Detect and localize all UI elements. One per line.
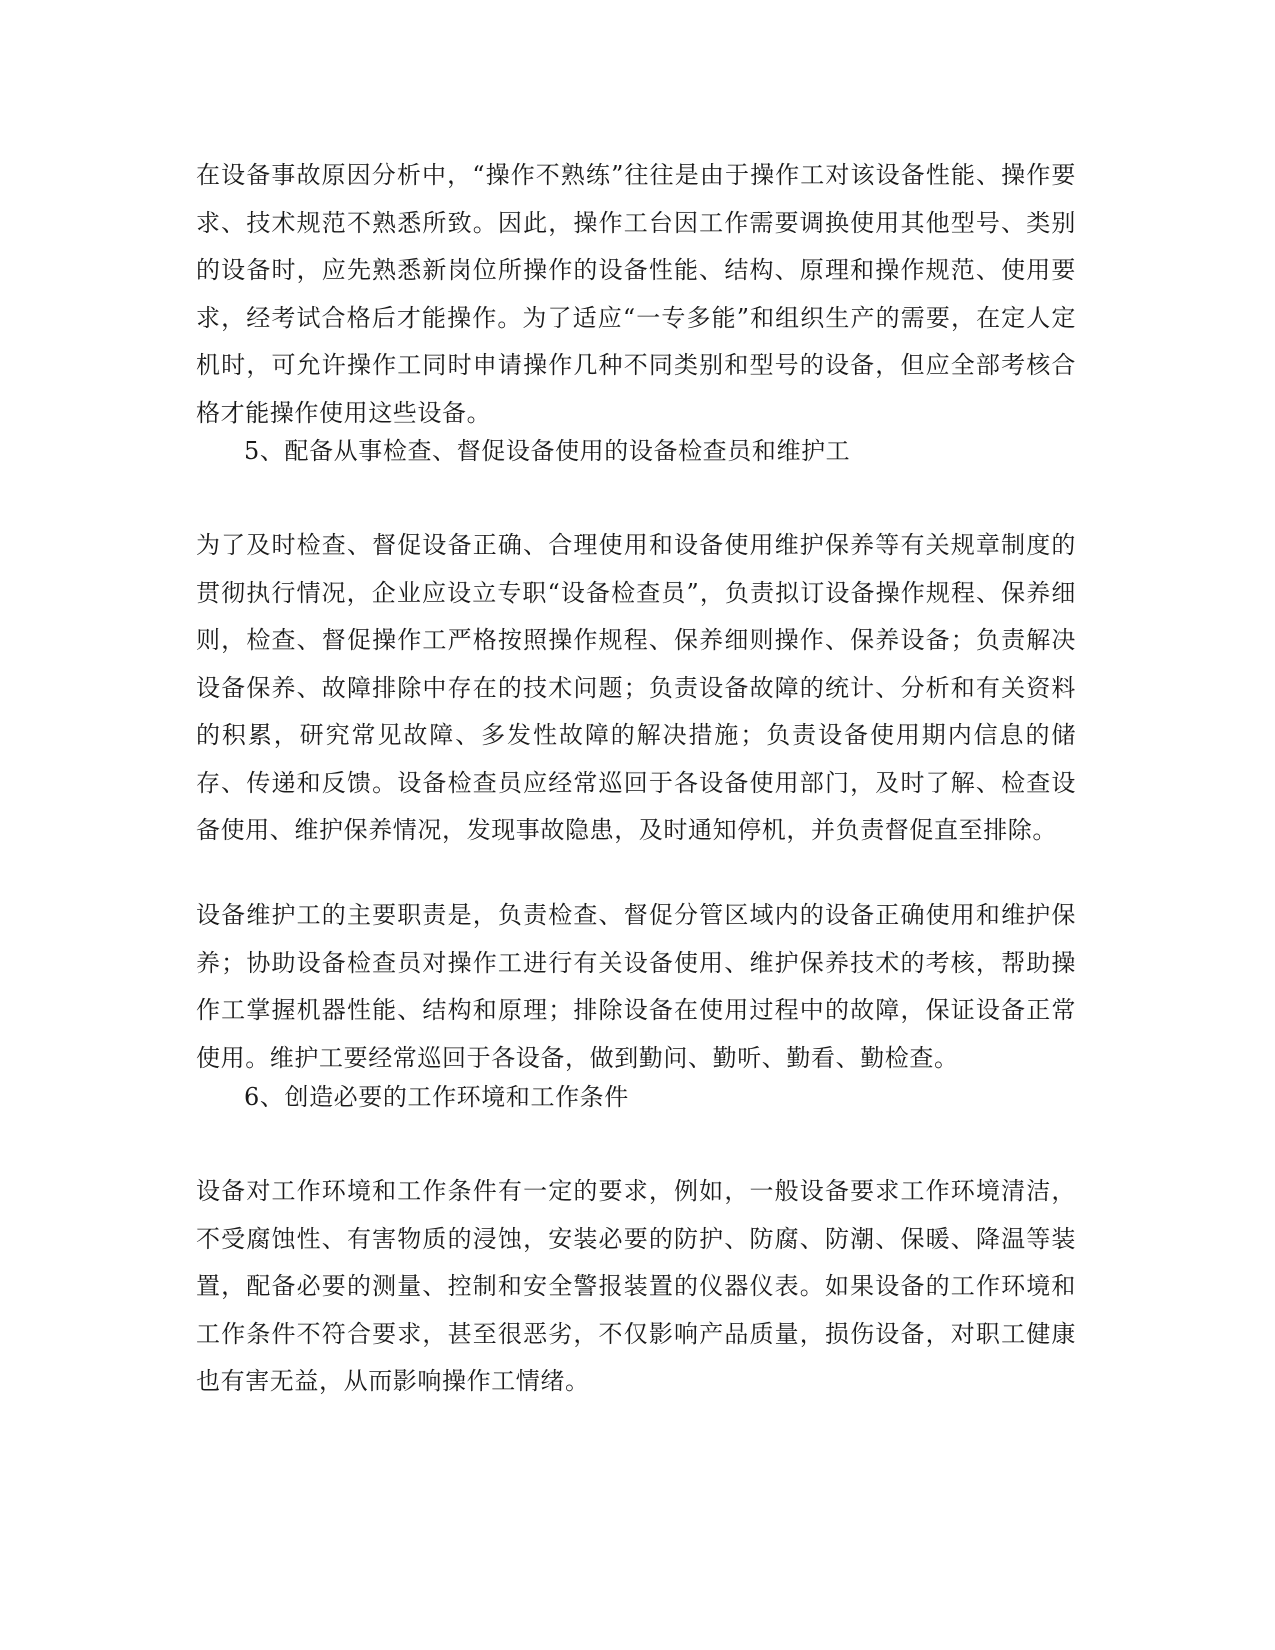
section-heading-6: 6、创造必要的工作环境和工作条件	[244, 1083, 629, 1111]
paragraph-maintenance-worker: 设备维护工的主要职责是，负责检查、督促分管区域内的设备正确使用和维护保养；协助设备检查员对操作工进行有关设备使用、维护保养技术的考核，帮助操作工掌握机器性能、结构和原理；排除设备在使用过程中的故障，保证设备正常使用。维护工要经常巡回于各设备，做到勤问、勤听、勤看、勤检查。	[196, 901, 1076, 1072]
paragraph-operation-proficiency: 在设备事故原因分析中，“操作不熟练”往往是由于操作工对该设备性能、操作要求、技术规范不熟悉所致。因此，操作工台因工作需要调换使用其他型号、类别的设备时，应先熟悉新岗位所操作的设备性能、结构、原理和操作规范、使用要求，经考试合格后才能操作。为了适应“一专多能”和组织生产的需要，在定人定机时，可允许操作工同时申请操作几种不同类别和型号的设备，但应全部考核合格才能操作使用这些设备。	[196, 161, 1076, 427]
paragraph-equipment-inspector: 为了及时检查、督促设备正确、合理使用和设备使用维护保养等有关规章制度的贯彻执行情况，企业应设立专职“设备检查员”，负责拟订设备操作规程、保养细则，检查、督促操作工严格按照操作规程、保养细则操作、保养设备；负责解决设备保养、故障排除中存在的技术问题；负责设备故障的统计、分析和有关资料的积累，研究常见故障、多发性故障的解决措施；负责设备使用期内信息的储存、传递和反馈。设备检查员应经常巡回于各设备使用部门，及时了解、检查设备使用、维护保养情况，发现事故隐患，及时通知停机，并负责督促直至排除。	[196, 531, 1076, 844]
section-heading-5: 5、配备从事检查、督促设备使用的设备检查员和维护工	[244, 437, 851, 465]
paragraph-work-environment: 设备对工作环境和工作条件有一定的要求，例如，一般设备要求工作环境清洁，不受腐蚀性、有害物质的浸蚀，安装必要的防护、防腐、防潮、保暖、降温等装置，配备必要的测量、控制和安全警报装置的仪器仪表。如果设备的工作环境和工作条件不符合要求，甚至很恶劣，不仅影响产品质量，损伤设备，对职工健康也有害无益，从而影响操作工情绪。	[196, 1177, 1076, 1395]
